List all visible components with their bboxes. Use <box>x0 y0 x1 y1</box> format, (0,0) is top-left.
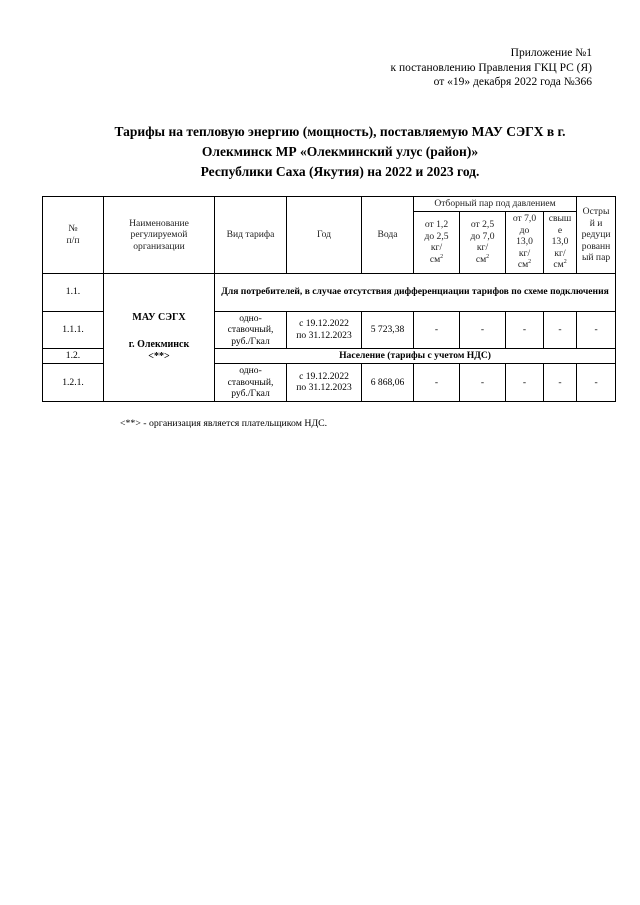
header-pressure-3: от 7,0 до 13,0 кг/ $см^2$ <box>506 211 544 273</box>
pressure-2-value: - <box>460 364 506 402</box>
reduced-steam-value: - <box>577 311 616 349</box>
header-pressure-4: свыш е 13,0 кг/ $см^2$ <box>544 211 577 273</box>
header-pressure-2: от 2,5 до 7,0 кг/ $см^2$ <box>460 211 506 273</box>
header-reduced-steam: Остры й и редуци рованн ый пар <box>577 197 616 274</box>
org-note: <**> <box>148 350 170 362</box>
document-title <box>80 122 600 182</box>
tariff-table <box>42 196 616 402</box>
header-year: Год <box>287 197 362 274</box>
water-value: 6 868,06 <box>362 364 414 402</box>
appendix-line-2: к постановлению Правления ГКЦ РС (Я) <box>390 61 592 74</box>
row-number: 1.2. <box>43 349 104 364</box>
row-number: 1.1.1. <box>43 311 104 349</box>
header-pressure-1: от 1,2 до 2,5 кг/ $см^2$ <box>414 211 460 273</box>
pressure-1-value: - <box>414 364 460 402</box>
header-steam-group: Отборный пар под давлением <box>414 197 577 212</box>
section-heading-population: Население (тарифы с учетом НДС) <box>215 349 616 364</box>
appendix-header <box>391 46 593 90</box>
reduced-steam-value: - <box>577 364 616 402</box>
pressure-4-value: - <box>544 364 577 402</box>
appendix-line-3: от «19» декабря 2022 года №366 <box>433 76 592 88</box>
water-value: 5 723,38 <box>362 311 414 349</box>
title-line-2: Олекминск МР «Олекминский улус (район)» <box>201 144 479 159</box>
title-line-3: Республики Саха (Якутия) на 2022 и 2023 год. <box>200 164 480 179</box>
tariff-type-cell: одно-ставочный, руб./Гкал <box>215 311 287 349</box>
appendix-line-1: Приложение №1 <box>510 47 592 59</box>
org-name: МАУ СЭГХ <box>132 311 186 323</box>
section-heading-consumers: Для потребителей, в случае отсутствия дифференциации тарифов по схеме подключения <box>215 273 616 311</box>
header-tariff-type: Вид тарифа <box>215 197 287 274</box>
pressure-4-value: - <box>544 311 577 349</box>
tariff-type-cell: одно-ставочный, руб./Гкал <box>215 364 287 402</box>
title-line-1: Тарифы на тепловую энергию (мощность), поставляемую МАУ СЭГХ в г. <box>114 124 566 139</box>
header-num: № п/п <box>43 197 104 274</box>
org-city: г. Олекминск <box>128 339 190 351</box>
pressure-3-value: - <box>506 311 544 349</box>
row-number: 1.2.1. <box>43 364 104 402</box>
pressure-1-value: - <box>414 311 460 349</box>
pressure-2-value: - <box>460 311 506 349</box>
pressure-3-value: - <box>506 364 544 402</box>
footnote: <**> - организация является плательщиком НДС. <box>120 418 328 429</box>
row-number: 1.1. <box>43 273 104 311</box>
period-cell: с 19.12.2022 по 31.12.2023 <box>287 364 362 402</box>
header-water: Вода <box>362 197 414 274</box>
org-cell <box>104 273 215 401</box>
header-org: Наименование регулируемой организации <box>104 197 215 274</box>
period-cell: с 19.12.2022 по 31.12.2023 <box>287 311 362 349</box>
